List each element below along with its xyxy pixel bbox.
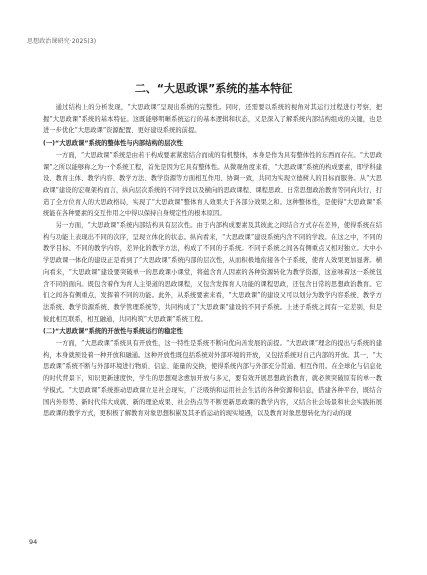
paragraph-openness: 一方面，“大思政课”系统具有开放性，这一特性是系统不断向优向善发展的前提。“大思政课”理念的提出与系统的建构，本身就预设着一种开放和融通。这种开放性既包括系统对外部环境的开放，又包括系统对自己内部的开放。其一，“大思政课”系统不断与外部环境进行物质、信息、能量的交换，使得系统内部与外部充分贯通、相互作用。在全球化与信息化的时代背景下，知识更新速度快，学生的思想观念愈加开放与多元，要有效开展思想政治教育，就必须突破原有的单一教学模式。“大思政课”系统推动思政课立足社会现实，广泛吸纳和运用社会生活的各种资源和信息，搭建各种平台，既结合国内外形势、新时代伟大成就、新的理论成果、社会热点等不断更新思政课的教学内容，又结合社会场景和社会实践拓展思政课的教学方式，更积极了解教育对象思想积累及其矛盾运动的现实境遇，以及教育对象思想转化为行动的现 [43,340,382,418]
page-number: 94 [29,538,38,546]
paragraph-integrity: 一方面，“大思政课”系统是由若干构成要素紧密结合而成的有机整体，本身是作为具有整体性的东西而存在。“大思政课”之所以能够称之为一个系统工程，首先是因为它具有整体性。从微观角度来看，“大思政课”系统的构成要素，即学科建设、教育主体、教学内容、教学方法、教学资源等方面相互作用、协调一致，共同为实现立德树人的目标而服务。从“大思政课”建设的宏观架构而言，纵向层次系统的不同学段以及横向的思政课程、课程思政、日常思想政治教育等同向共行，打造了全方位育人的大思政格局，实现了“大思政课”整体育人效果大于各部分效果之和。这种整体性，是使得“大思政课”系统能在各种要素的交互作用之中得以保持自身规定性的根本原因。 [43,151,382,218]
section-title: 二、“大思政课”系统的基本特征 [134,82,293,95]
running-header: 思想政治课研究·2025(3) [27,38,97,45]
subsection-heading-1: (一)“大思政课”系统的整体性与内部结构的层次性 [43,140,183,148]
subsection-heading-2: (二)“大思政课”系统的开放性与系统运行的稳定性 [43,328,183,336]
paragraph-intro: 通过结构上的分析发现，“大思政课”呈现出系统的完整性。同时，还需要以系统的视角对其运行过程进行考察，把握“大思政课”系统的基本特征。这既能够明晰系统运行的基本逻辑和状态，又是深入了解系统内部结构组成的关键，也是进一步优化“大思政课”资源配置、更好建设系统的前提。 [43,104,382,135]
paragraph-hierarchy: 另一方面，“大思政课”系统内部结构具有层次性。由于内部构成要素及其彼此之间结合方式存在差异，使得系统在结构与功能上表现出不同的次序，呈现立体化的状态。纵向看来，“大思政课”建设系统内含不同的学段。在这之中，不同的教学目标、不同的教学内容，差异化的教学方法，构成了不同的子系统。不同子系统之间各有侧重点又相对独立。大中小学思政课一体化的建设正是看到了“大思政课”系统内部的层次性，从而积极地衔接各个子系统，使育人效果更加显著。横向看来，“大思政课”建设要突破单一的思政课小课堂，将蕴含育人因素的各种资源转化为教学资源，这意味着这一系统包含不同的面向。既包含着作为育人主渠道的思政课程，又包含发挥育人功能的课程思政，还包含日常的思想政治教育。它们之间各有侧重点，发挥着不同的功能。此外，从系统要素来看，“大思政课”的建设又可以划分为教学内容系统、教学方法系统、教学资源系统、教学管理系统等，共同构成了“大思政课”建设的不同子系统。上述子系统之间有一定差别，但是彼此相互联系，相互融通，共同构筑“大思政课”系统工程。 [43,222,382,323]
body-text [43,102,382,420]
